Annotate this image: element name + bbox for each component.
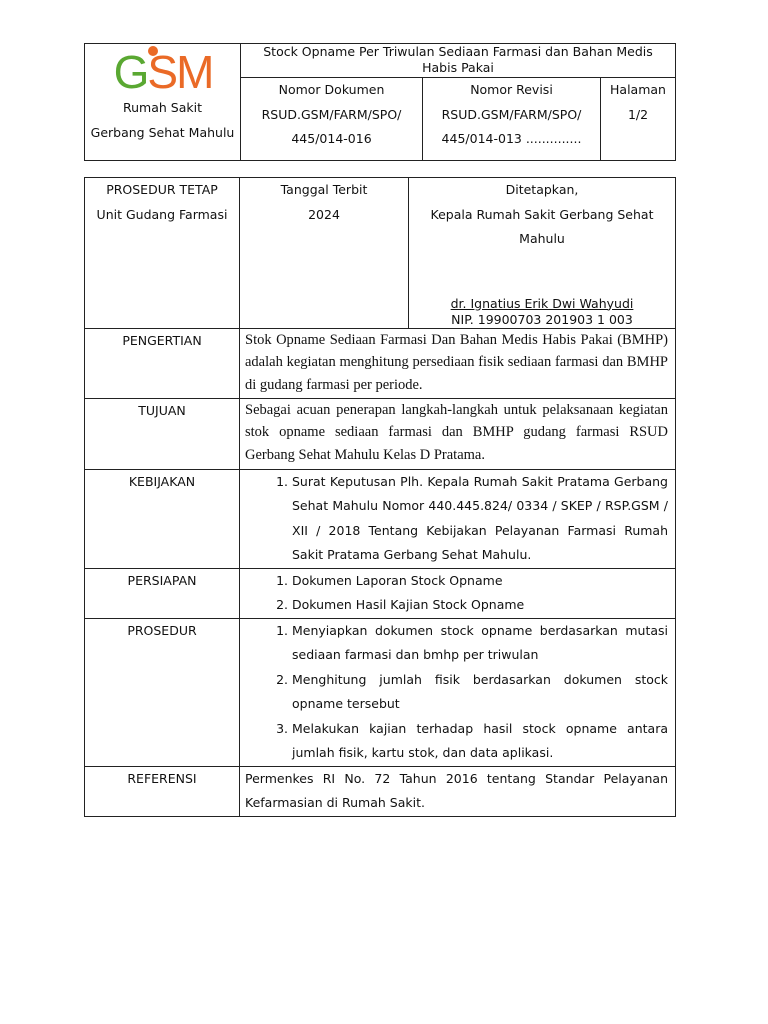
revision-line1: RSUD.GSM/FARM/SPO/ — [441, 106, 582, 122]
doc-number-cell — [241, 78, 423, 161]
sop-unit: Unit Gudang Farmasi — [96, 206, 228, 222]
persiapan-list — [240, 569, 675, 618]
prosedur-item: 2. Menghitung jumlah fisik berdasarkan dokumen stock opname tersebut — [292, 668, 668, 717]
header-table — [84, 43, 676, 161]
approver-title: Kepala Rumah Sakit Gerbang Sehat Mahulu — [430, 206, 654, 246]
approved-label: Ditetapkan, — [505, 182, 579, 197]
page-label: Halaman — [610, 82, 666, 97]
prosedur-list — [240, 619, 675, 766]
prosedur-label: PROSEDUR — [85, 618, 240, 766]
logo-letter: G — [113, 46, 147, 96]
sop-table — [84, 177, 676, 817]
doc-number-line2: 445/014-016 — [291, 131, 372, 146]
issue-date-label: Tanggal Terbit — [280, 182, 368, 197]
referensi-text: Permenkes RI No. 72 Tahun 2016 tentang Standar Pelayanan Kefarmasian di Rumah Sakit. — [240, 766, 676, 816]
tujuan-text: Sebagai acuan penerapan langkah-langkah untuk pelaksanaan kegiatan stok opname sediaan farmasi dan BMHP gudang farmasi RSUD Gerbang Sehat Mahulu Kelas D Pratama. — [240, 398, 676, 469]
sop-type-cell — [85, 178, 240, 329]
issue-date-cell — [240, 178, 409, 329]
kebijakan-label: KEBIJAKAN — [85, 469, 240, 568]
page-cell — [601, 78, 676, 161]
tujuan-label: TUJUAN — [85, 398, 240, 469]
approval-cell — [409, 178, 676, 329]
signer-nip: NIP. 19900703 201903 1 003 — [451, 311, 633, 327]
doc-number-label: Nomor Dokumen — [278, 82, 385, 97]
prosedur-item: 1. Menyiapkan dokumen stock opname berdasarkan mutasi sediaan farmasi dan bmhp per triwulan — [292, 619, 668, 668]
signer-name: dr. Ignatius Erik Dwi Wahyudi — [450, 295, 634, 311]
persiapan-content — [240, 568, 676, 618]
pengertian-text: Stok Opname Sediaan Farmasi Dan Bahan Medis Habis Pakai (BMHP) adalah kegiatan menghitung persediaan fisik sediaan farmasi dan BMHP di gudang farmasi per periode. — [240, 328, 676, 398]
revision-line2: 445/014-013 .............. — [441, 131, 582, 146]
kebijakan-content — [240, 469, 676, 568]
hospital-name-line1: Rumah Sakit — [123, 100, 202, 115]
kebijakan-list — [240, 470, 675, 568]
issue-date-value: 2024 — [308, 206, 340, 222]
hospital-identity-cell — [85, 44, 241, 161]
persiapan-item: 2. Dokumen Hasil Kajian Stock Opname — [292, 593, 668, 618]
doc-number-line1: RSUD.GSM/FARM/SPO/ — [261, 106, 402, 122]
logo-letter: M — [175, 46, 212, 96]
referensi-label: REFERENSI — [85, 766, 240, 816]
prosedur-content — [240, 618, 676, 766]
logo-letter: S — [146, 46, 176, 96]
document-title: Stock Opname Per Triwulan Sediaan Farmasi dan Bahan Medis Habis Pakai — [241, 44, 676, 78]
revision-label: Nomor Revisi — [470, 82, 553, 97]
pengertian-label: PENGERTIAN — [85, 328, 240, 398]
sop-type-label: PROSEDUR TETAP — [106, 182, 218, 197]
hospital-logo — [108, 44, 218, 96]
page-value: 1/2 — [627, 106, 649, 122]
kebijakan-item: 1. Surat Keputusan Plh. Kepala Rumah Sakit Pratama Gerbang Sehat Mahulu Nomor 440.445.824/ 0334 / SKEP / RSP.GSM / XII / 2018 Tentang Kebijakan Pelayanan Farmasi Rumah Sakit Pratama Gerbang Sehat Mahulu. — [292, 470, 668, 568]
revision-cell — [423, 78, 601, 161]
svg-text:GSM — [113, 46, 212, 96]
persiapan-item: 1. Dokumen Laporan Stock Opname — [292, 569, 668, 594]
hospital-name-line2: Gerbang Sehat Mahulu — [90, 124, 235, 140]
prosedur-item: 3. Melakukan kajian terhadap hasil stock opname antara jumlah fisik, kartu stok, dan data aplikasi. — [292, 717, 668, 766]
persiapan-label: PERSIAPAN — [85, 568, 240, 618]
